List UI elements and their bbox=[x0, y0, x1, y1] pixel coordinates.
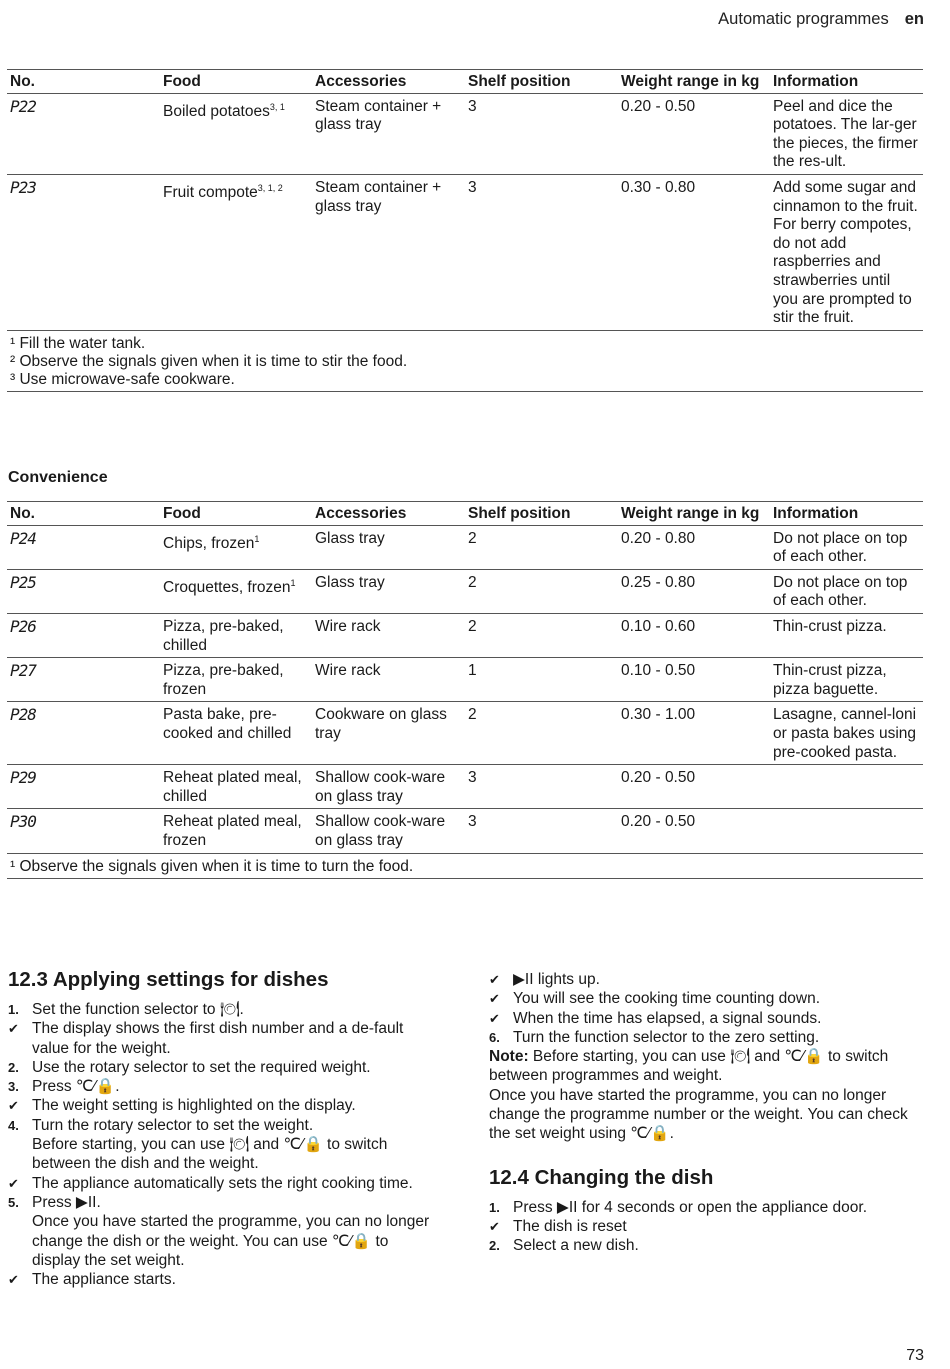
table-row bbox=[7, 569, 923, 613]
info-cell: Thin-crust pizza. bbox=[770, 613, 923, 657]
footnote-ref: 1 bbox=[290, 577, 296, 588]
weight-cell: 0.20 - 0.50 bbox=[618, 93, 770, 174]
table-row bbox=[7, 702, 923, 765]
column-header: Food bbox=[160, 502, 312, 526]
step bbox=[8, 1270, 436, 1289]
convenience-heading: Convenience bbox=[8, 469, 108, 486]
step bbox=[489, 1198, 929, 1217]
step-number: 2. bbox=[8, 1059, 19, 1075]
table-row bbox=[7, 93, 923, 174]
check-icon: ✔ bbox=[489, 991, 500, 1007]
weight-cell: 0.10 - 0.60 bbox=[618, 613, 770, 657]
check-icon: ✔ bbox=[8, 1098, 19, 1114]
section-right bbox=[489, 970, 929, 1256]
accessories-cell: Shallow cook-ware on glass tray bbox=[312, 765, 465, 809]
weight-cell: 0.20 - 0.50 bbox=[618, 765, 770, 809]
footnote: ³ Use microwave-safe cookware. bbox=[10, 370, 235, 388]
step-text: Set the function selector to 🍽. bbox=[32, 1001, 244, 1018]
food-name: Pizza, pre-baked, frozen bbox=[163, 662, 284, 698]
step bbox=[8, 1058, 436, 1077]
footnote-row bbox=[7, 330, 923, 391]
column-header: Food bbox=[160, 70, 312, 94]
column-header: Weight range in kg bbox=[618, 502, 770, 526]
food-name: Boiled potatoes bbox=[163, 102, 270, 120]
step bbox=[8, 1077, 436, 1096]
step-text: Select a new dish. bbox=[513, 1237, 639, 1255]
shelf-cell: 2 bbox=[465, 702, 618, 765]
info-cell: Peel and dice the potatoes. The lar-ger the pieces, the firmer the res-ult. bbox=[770, 93, 923, 174]
step bbox=[8, 1096, 436, 1115]
check-icon: ✔ bbox=[8, 1272, 19, 1288]
column-header: Weight range in kg bbox=[618, 70, 770, 94]
step-text: The display shows the first dish number and a de-fault value for the weight. bbox=[32, 1020, 404, 1057]
food-cell bbox=[160, 174, 312, 330]
info-cell: Thin-crust pizza, pizza baguette. bbox=[770, 658, 923, 702]
programme-code: P22 bbox=[7, 93, 160, 174]
footnotes bbox=[7, 330, 923, 391]
table-row bbox=[7, 765, 923, 809]
table-header-row bbox=[7, 70, 923, 94]
step bbox=[8, 1193, 436, 1270]
table-row bbox=[7, 525, 923, 569]
check-icon: ✔ bbox=[489, 1218, 500, 1234]
accessories-cell: Steam container + glass tray bbox=[312, 93, 465, 174]
footnote-ref: 3, 1 bbox=[269, 101, 285, 112]
shelf-cell: 1 bbox=[465, 658, 618, 702]
step bbox=[489, 1217, 929, 1236]
step-text: Press ▶II for 4 seconds or open the appliance door. bbox=[513, 1198, 867, 1216]
table-row bbox=[7, 658, 923, 702]
programme-code: P27 bbox=[7, 658, 160, 702]
step bbox=[489, 1028, 929, 1047]
column-header: Accessories bbox=[312, 70, 465, 94]
header-section: Automatic programmes bbox=[718, 10, 889, 28]
food-name: Chips, frozen bbox=[163, 534, 255, 552]
column-header: Accessories bbox=[312, 502, 465, 526]
programme-table-2 bbox=[7, 501, 923, 879]
food-name: Reheat plated meal, frozen bbox=[163, 813, 302, 849]
steps-list bbox=[489, 1198, 929, 1256]
food-cell bbox=[160, 569, 312, 613]
shelf-cell: 2 bbox=[465, 569, 618, 613]
column-header: No. bbox=[7, 502, 160, 526]
food-cell bbox=[160, 93, 312, 174]
shelf-cell: 3 bbox=[465, 93, 618, 174]
check-icon: ✔ bbox=[489, 972, 500, 987]
step-number: 2. bbox=[489, 1238, 500, 1254]
step-text: ▶II lights up. bbox=[513, 971, 600, 988]
shelf-cell: 3 bbox=[465, 809, 618, 853]
food-cell bbox=[160, 702, 312, 765]
step bbox=[8, 1019, 436, 1058]
accessories-cell: Shallow cook-ware on glass tray bbox=[312, 809, 465, 853]
step bbox=[489, 970, 929, 989]
food-cell bbox=[160, 658, 312, 702]
info-cell: Do not place on top of each other. bbox=[770, 569, 923, 613]
page-header bbox=[718, 10, 924, 29]
programme-code: P25 bbox=[7, 569, 160, 613]
table-header-row bbox=[7, 502, 923, 526]
step-number: 1. bbox=[489, 1199, 500, 1215]
food-name: Fruit compote bbox=[163, 184, 258, 202]
step-text: You will see the cooking time counting down. bbox=[513, 990, 821, 1008]
header-lang: en bbox=[904, 10, 924, 28]
column-header: Information bbox=[770, 70, 923, 94]
food-cell bbox=[160, 525, 312, 569]
steps-list bbox=[489, 970, 929, 1047]
shelf-cell: 2 bbox=[465, 525, 618, 569]
shelf-cell: 3 bbox=[465, 174, 618, 330]
programme-code: P23 bbox=[7, 174, 160, 330]
check-icon: ✔ bbox=[8, 1021, 19, 1037]
step-number: 4. bbox=[8, 1117, 19, 1133]
accessories-cell: Glass tray bbox=[312, 525, 465, 569]
step-number: 5. bbox=[8, 1194, 19, 1210]
step-number: 6. bbox=[489, 1029, 500, 1045]
step-text: Turn the function selector to the zero setting. bbox=[513, 1028, 820, 1046]
accessories-cell: Glass tray bbox=[312, 569, 465, 613]
weight-cell: 0.10 - 0.50 bbox=[618, 658, 770, 702]
footnote-row bbox=[7, 853, 923, 878]
page-number: 73 bbox=[906, 1347, 924, 1364]
footnote-ref: 3, 1, 2 bbox=[257, 182, 283, 193]
column-header: Information bbox=[770, 502, 923, 526]
footnotes bbox=[7, 853, 923, 878]
step-text: The weight setting is highlighted on the display. bbox=[32, 1097, 356, 1115]
weight-cell: 0.25 - 0.80 bbox=[618, 569, 770, 613]
programme-code: P30 bbox=[7, 809, 160, 853]
step-text: The appliance starts. bbox=[32, 1271, 176, 1289]
column-header: Shelf position bbox=[465, 70, 618, 94]
weight-cell: 0.30 - 0.80 bbox=[618, 174, 770, 330]
note bbox=[489, 1047, 929, 1143]
info-cell: Lasagne, cannel-loni or pasta bakes using pre-cooked pasta. bbox=[770, 702, 923, 765]
programme-code: P28 bbox=[7, 702, 160, 765]
step-number: 3. bbox=[8, 1079, 19, 1095]
step-text: The dish is reset bbox=[513, 1217, 627, 1235]
shelf-cell: 3 bbox=[465, 765, 618, 809]
step-number: 1. bbox=[8, 1002, 19, 1017]
food-name: Reheat plated meal, chilled bbox=[163, 769, 302, 805]
step-text: When the time has elapsed, a signal sounds. bbox=[513, 1009, 822, 1027]
step bbox=[8, 1174, 436, 1193]
check-icon: ✔ bbox=[8, 1175, 19, 1191]
food-name: Pizza, pre-baked, chilled bbox=[163, 617, 284, 654]
step-text: Press ▶II. Once you have started the programme, you can no longer change the dish or the weight. You can use ℃⁄🔒 to display the set weight. bbox=[32, 1193, 430, 1269]
check-icon: ✔ bbox=[489, 1010, 500, 1026]
step bbox=[489, 1009, 929, 1028]
accessories-cell: Wire rack bbox=[312, 613, 465, 657]
table-row bbox=[7, 809, 923, 853]
footnote: ¹ Observe the signals given when it is time to turn the food. bbox=[10, 857, 414, 875]
programme-code: P24 bbox=[7, 525, 160, 569]
accessories-cell: Steam container + glass tray bbox=[312, 174, 465, 330]
step-text: Use the rotary selector to set the required weight. bbox=[32, 1058, 371, 1076]
column-header: No. bbox=[7, 70, 160, 94]
info-cell bbox=[770, 809, 923, 853]
food-cell bbox=[160, 765, 312, 809]
step-text: Press ℃⁄🔒. bbox=[32, 1078, 120, 1096]
info-cell: Add some sugar and cinnamon to the fruit. For berry compotes, do not add raspberries and strawberries until you are prompted to stir the fruit. bbox=[770, 174, 923, 330]
accessories-cell: Wire rack bbox=[312, 658, 465, 702]
weight-cell: 0.20 - 0.50 bbox=[618, 809, 770, 853]
info-cell: Do not place on top of each other. bbox=[770, 525, 923, 569]
food-name: Croquettes, frozen bbox=[163, 578, 291, 596]
weight-cell: 0.20 - 0.80 bbox=[618, 525, 770, 569]
programme-code: P26 bbox=[7, 613, 160, 657]
step bbox=[8, 1000, 436, 1019]
food-cell bbox=[160, 613, 312, 657]
step bbox=[489, 989, 929, 1008]
step-text: The appliance automatically sets the right cooking time. bbox=[32, 1174, 413, 1192]
step-text: Turn the rotary selector to set the weight. Before starting, you can use 🍽 and ℃⁄🔒 to switch between the dish and the weight. bbox=[32, 1116, 388, 1173]
shelf-cell: 2 bbox=[465, 613, 618, 657]
note-label: Note: bbox=[489, 1048, 529, 1066]
table-row bbox=[7, 613, 923, 657]
footnote-ref: 1 bbox=[254, 533, 260, 544]
section-12-3 bbox=[8, 968, 436, 1289]
step bbox=[489, 1236, 929, 1255]
food-cell bbox=[160, 809, 312, 853]
section-title: 12.3 Applying settings for dishes bbox=[8, 968, 329, 991]
accessories-cell: Cookware on glass tray bbox=[312, 702, 465, 765]
food-name: Pasta bake, pre-cooked and chilled bbox=[163, 706, 292, 742]
programme-code: P29 bbox=[7, 765, 160, 809]
footnote: ¹ Fill the water tank. bbox=[10, 334, 146, 352]
programme-table-1 bbox=[7, 69, 923, 392]
step bbox=[8, 1116, 436, 1174]
info-cell bbox=[770, 765, 923, 809]
section-title: 12.4 Changing the dish bbox=[489, 1165, 714, 1189]
table-row bbox=[7, 174, 923, 330]
steps-list bbox=[8, 1000, 436, 1289]
column-header: Shelf position bbox=[465, 502, 618, 526]
footnote: ² Observe the signals given when it is time to stir the food. bbox=[10, 352, 408, 370]
note-text: Before starting, you can use 🍽 and ℃⁄🔒 to switch between programmes and weight. Once you have started the programme, you can no longer change the programme number or the weight. You can check the set weight using ℃⁄🔒. bbox=[489, 1048, 908, 1143]
weight-cell: 0.30 - 1.00 bbox=[618, 702, 770, 765]
